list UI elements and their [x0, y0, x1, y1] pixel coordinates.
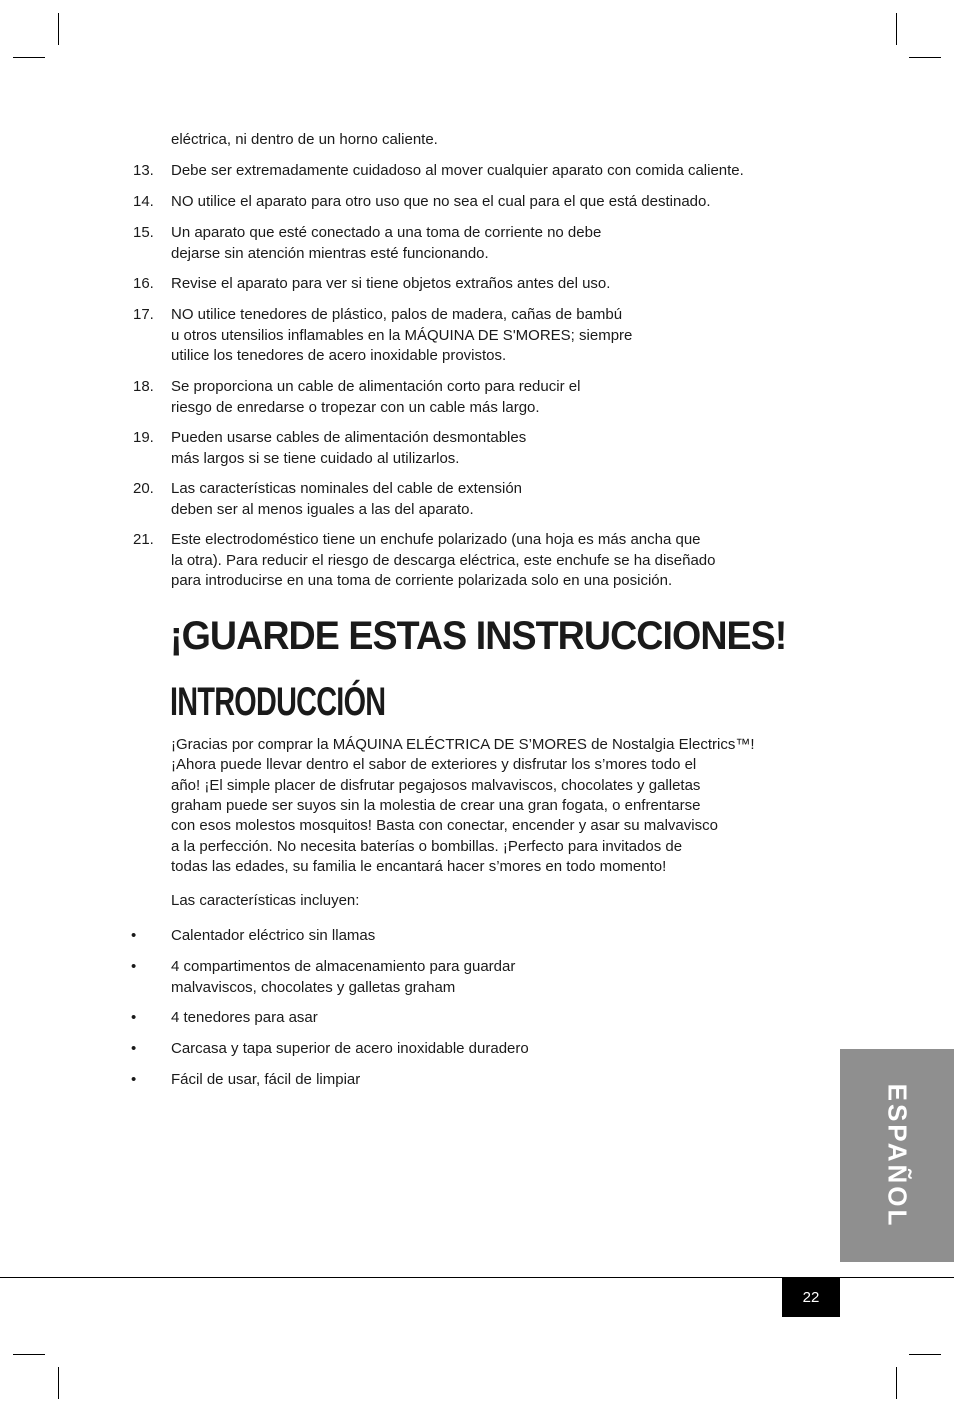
crop-mark — [13, 57, 45, 58]
feature-item: Carcasa y tapa superior de acero inoxidable duradero — [171, 1040, 529, 1057]
bullet-point: • — [131, 1071, 137, 1088]
intro-paragraph-line: todas las edades, su familia le encantará hacer s’mores en todo momento! — [171, 857, 667, 875]
item-number: 16. — [133, 275, 154, 292]
item-text-line: más largos si se tiene cuidado al utilizarlos. — [171, 449, 460, 467]
intro-paragraph-line: a la perfección. No necesita baterías o bombillas. ¡Perfecto para invitados de — [171, 837, 683, 855]
item-number: 14. — [133, 193, 154, 210]
save-instructions-heading: ¡GUARDE ESTAS INSTRUCCIONES! — [170, 614, 787, 658]
item-text-line: NO utilice el aparato para otro uso que no sea el cual para el que está destinado. — [171, 193, 711, 210]
item-text-line: Se proporciona un cable de alimentación corto para reducir el — [171, 378, 581, 395]
introduction-heading: INTRODUCCIÓN — [170, 680, 386, 724]
item-text-line: utilice los tenedores de acero inoxidable provistos. — [171, 347, 507, 364]
item-number: 19. — [133, 429, 154, 446]
item-text-line: riesgo de enredarse o tropezar con un cable más largo. — [171, 398, 540, 416]
language-side-tab — [840, 1049, 954, 1262]
bullet-point: • — [131, 1040, 137, 1057]
item-text-line: Este electrodoméstico tiene un enchufe polarizado (una hoja es más ancha que — [171, 531, 701, 548]
item-number: 15. — [133, 224, 154, 241]
item-text-line: Pueden usarse cables de alimentación desmontables — [171, 429, 527, 446]
item-text-line: dejarse sin atención mientras esté funcionando. — [171, 244, 489, 262]
intro-paragraph-line: ¡Gracias por comprar la MÁQUINA ELÉCTRICA DE S’MORES de Nostalgia Electrics™! — [171, 736, 755, 753]
item-text-line: Las características nominales del cable de extensión — [171, 480, 523, 497]
item-text-line: Debe ser extremadamente cuidadoso al mover cualquier aparato con comida caliente. — [171, 162, 744, 179]
item-text-line: NO utilice tenedores de plástico, palos de madera, cañas de bambú — [171, 306, 623, 323]
continuation-line: eléctrica, ni dentro de un horno caliente. — [171, 131, 438, 148]
language-label: ESPAÑOL — [882, 1083, 913, 1228]
item-number: 13. — [133, 162, 154, 179]
intro-paragraph-line: graham puede ser suyos sin la molestia de crear una gran fogata, o enfrentarse — [171, 796, 701, 814]
item-text-line: deben ser al menos iguales a las del aparato. — [171, 500, 474, 518]
crop-mark — [13, 1354, 45, 1355]
feature-item: Calentador eléctrico sin llamas — [171, 927, 376, 944]
feature-item: malvaviscos, chocolates y galletas graham — [171, 978, 456, 996]
bullet-point: • — [131, 927, 137, 944]
crop-mark — [909, 57, 941, 58]
bullet-point: • — [131, 958, 137, 975]
page-number: 22 — [782, 1278, 840, 1317]
feature-item: Fácil de usar, fácil de limpiar — [171, 1071, 361, 1088]
item-text-line: Revise el aparato para ver si tiene objetos extraños antes del uso. — [171, 275, 611, 292]
item-text-line: para introducirse en una toma de corriente polarizada solo en una posición. — [171, 572, 673, 589]
intro-paragraph-line: año! ¡El simple placer de disfrutar pegajosos malvaviscos, chocolates y galletas — [171, 776, 701, 794]
crop-mark — [909, 1354, 941, 1355]
crop-mark — [896, 13, 897, 45]
intro-paragraph-line: ¡Ahora puede llevar dentro el sabor de exteriores y disfrutar los s’mores todo el — [171, 756, 697, 774]
item-number: 20. — [133, 480, 154, 497]
bullet-point: • — [131, 1009, 137, 1026]
item-number: 17. — [133, 306, 154, 323]
intro-paragraph-line: con esos molestos mosquitos! Basta con conectar, encender y asar su malvavisco — [171, 817, 718, 835]
crop-mark — [896, 1367, 897, 1399]
crop-mark — [58, 1367, 59, 1399]
item-text-line: u otros utensilios inflamables en la MÁQUINA DE S'MORES; siempre — [171, 326, 633, 344]
features-intro: Las características incluyen: — [171, 892, 360, 909]
item-number: 21. — [133, 531, 154, 548]
item-text-line: la otra). Para reducir el riesgo de descarga eléctrica, este enchufe se ha diseñado — [171, 551, 716, 569]
item-number: 18. — [133, 378, 154, 395]
crop-mark — [58, 13, 59, 45]
item-text-line: Un aparato que esté conectado a una toma de corriente no debe — [171, 224, 602, 241]
feature-item: 4 compartimentos de almacenamiento para guardar — [171, 958, 516, 975]
feature-item: 4 tenedores para asar — [171, 1009, 318, 1026]
